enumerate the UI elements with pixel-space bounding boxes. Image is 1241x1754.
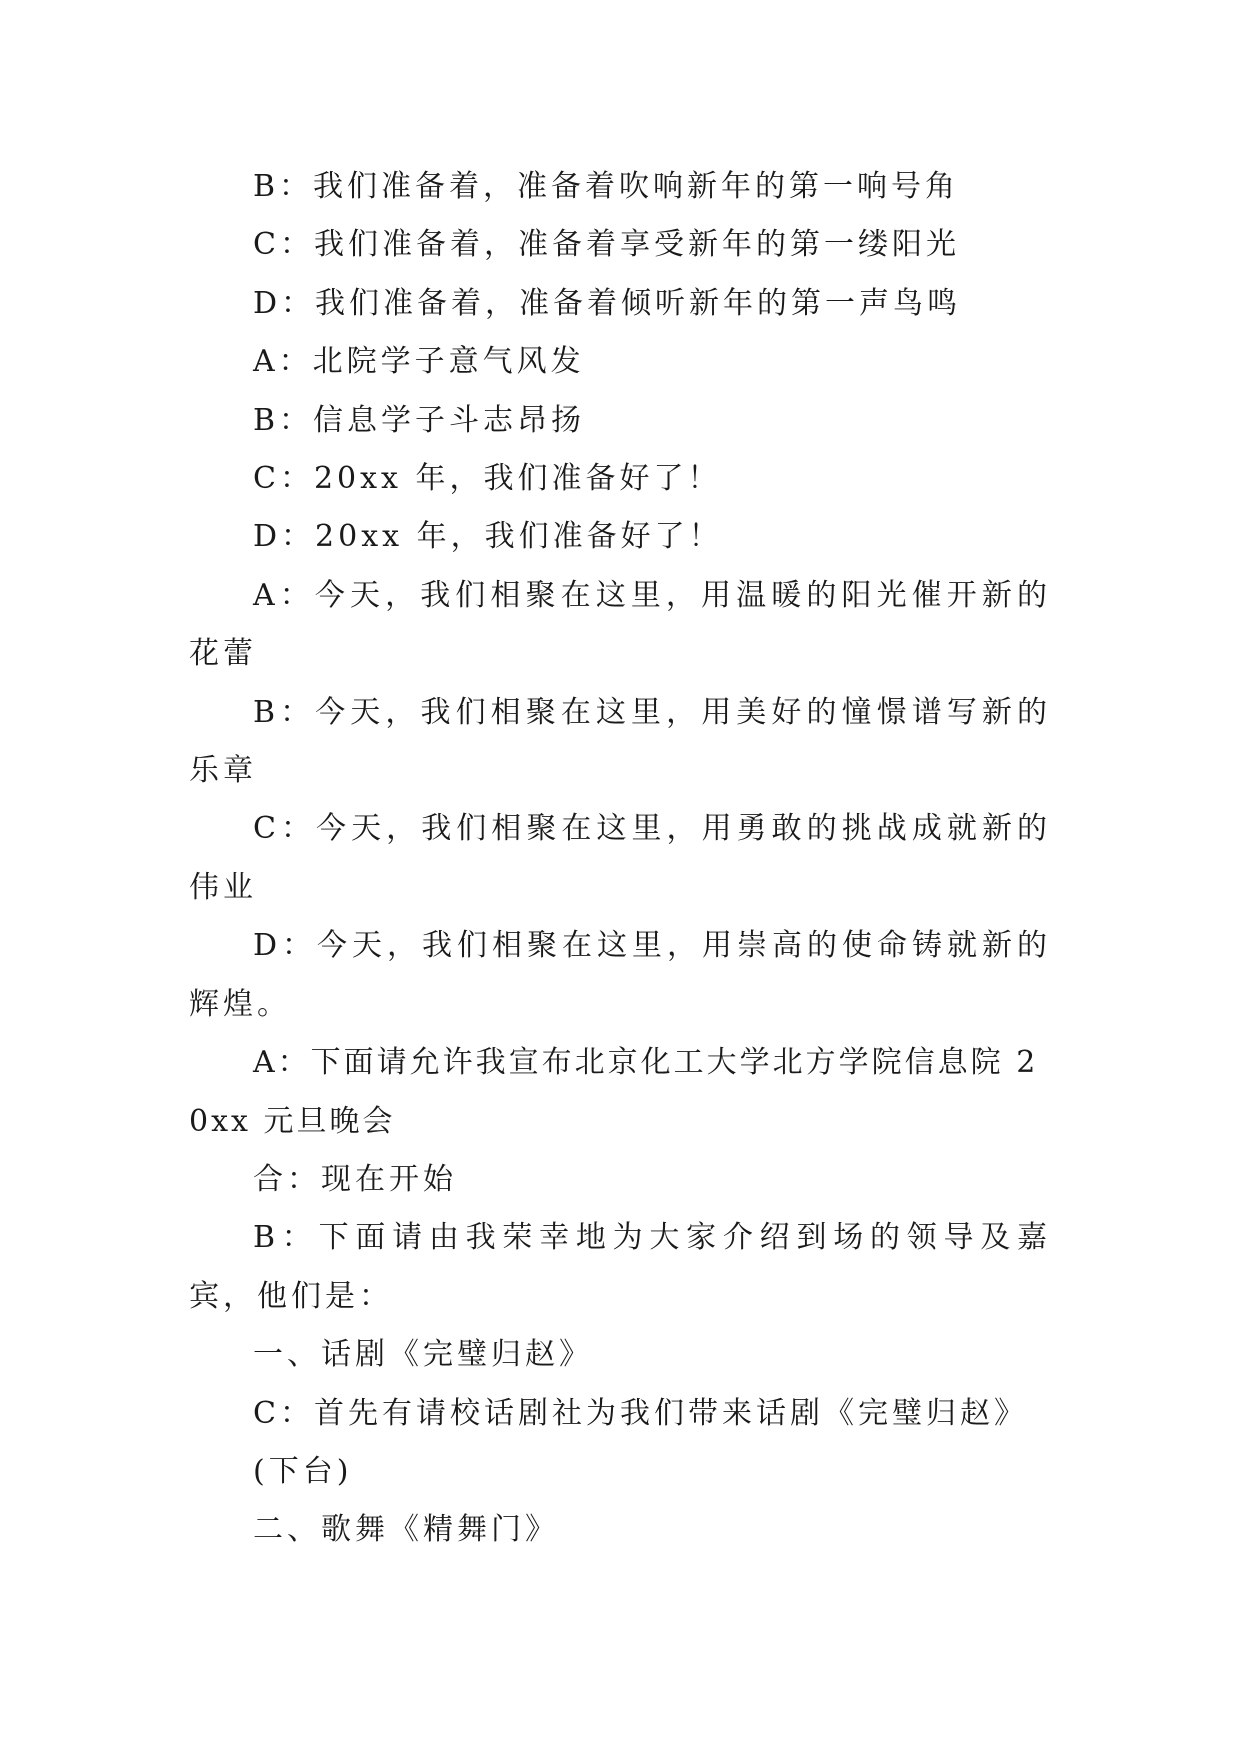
section-heading-2: 二、歌舞《精舞门》 xyxy=(253,1512,559,1548)
paragraph-9: B：今天，我们相聚在这里，用美好的憧憬谱写新的乐章 xyxy=(189,694,1051,789)
paragraph-14: B：下面请由我荣幸地为大家介绍到场的领导及嘉宾，他们是： xyxy=(189,1220,1051,1314)
paragraph-12: A：下面请允许我宣布北京化工大学北方学院信息院 20xx 元旦晚会 xyxy=(189,1045,1039,1139)
paragraph-6: C：20xx 年，我们准备好了！ xyxy=(253,461,722,497)
paragraph-1: B：我们准备着，准备着吹响新年的第一响号角 xyxy=(253,169,960,204)
section-heading-1: 一、话剧《完璧归赵》 xyxy=(253,1337,593,1373)
paragraph-4: A：北院学子意气风发 xyxy=(253,344,585,380)
paragraph-8: A：今天，我们相聚在这里，用温暖的阳光催开新的花蕾 xyxy=(189,577,1051,672)
stage-direction: (下台) xyxy=(253,1453,353,1489)
paragraph-5: B：信息学子斗志昂扬 xyxy=(253,402,586,438)
paragraph-3: D：我们准备着，准备着倾听新年的第一声鸟鸣 xyxy=(253,285,962,321)
paragraph-11: D：今天，我们相聚在这里，用崇高的使命铸就新的辉煌。 xyxy=(189,928,1051,1022)
paragraph-7: D：20xx 年，我们准备好了！ xyxy=(253,519,723,555)
paragraph-13: 合：现在开始 xyxy=(253,1161,457,1197)
paragraph-2: C：我们准备着，准备着享受新年的第一缕阳光 xyxy=(253,227,960,263)
document-body xyxy=(189,158,1051,1560)
paragraph-16: C：首先有请校话剧社为我们带来话剧《完璧归赵》 xyxy=(253,1395,1028,1431)
paragraph-10: C：今天，我们相聚在这里，用勇敢的挑战成就新的伟业 xyxy=(189,811,1051,905)
